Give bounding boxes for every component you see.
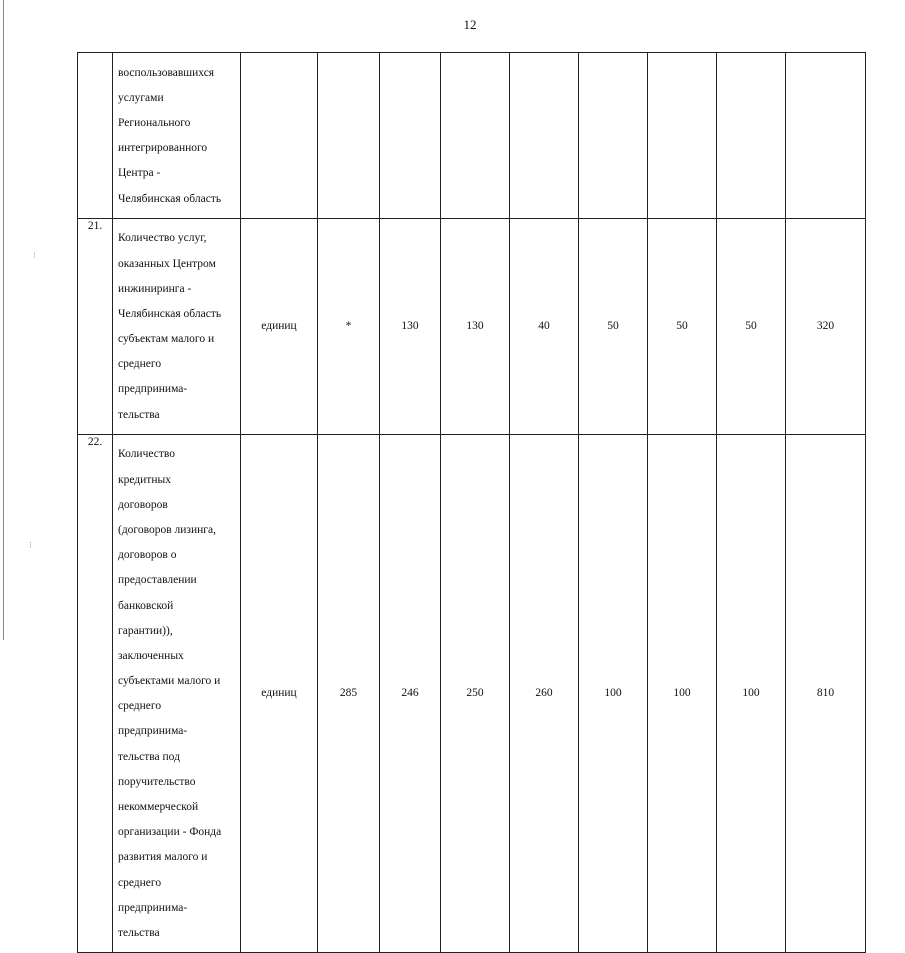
value-cell: 50 [717, 218, 786, 434]
value-cell: 260 [510, 434, 579, 952]
description-line: интегрированного [118, 142, 208, 155]
value-cell: 100 [579, 434, 648, 952]
description-line: договоров о [118, 549, 177, 562]
description-line: субъектами малого и [118, 675, 221, 688]
description-line: договоров [118, 498, 168, 511]
scan-speck: ⁝ [29, 540, 32, 550]
value-cell: * [318, 218, 380, 434]
description-line: среднего [118, 358, 162, 371]
description-line: Челябинская область [118, 192, 222, 205]
description-line: поручительство [118, 775, 196, 788]
value-cell: 100 [648, 434, 717, 952]
value-cell: 246 [380, 434, 441, 952]
description-line: тельства под [118, 750, 180, 763]
row-description [113, 434, 241, 952]
table-row [78, 434, 866, 952]
description-line: тельства [118, 408, 160, 421]
value-cell [717, 53, 786, 219]
description-line: предпринима- [118, 725, 188, 738]
value-cell [579, 53, 648, 219]
value-cell: 810 [786, 434, 866, 952]
row-number: 22. [78, 434, 113, 952]
page-left-edge [3, 0, 4, 640]
unit-cell: единиц [241, 434, 318, 952]
description-line: тельства [118, 926, 160, 939]
value-cell: 130 [441, 218, 510, 434]
description-line: инжиниринга - [118, 282, 192, 295]
value-cell [510, 53, 579, 219]
description-line: заключенных [118, 649, 184, 662]
value-cell: 250 [441, 434, 510, 952]
description-line: Челябинская область [118, 307, 222, 320]
value-cell [648, 53, 717, 219]
row-number [78, 53, 113, 219]
description-line: банковской [118, 599, 174, 612]
value-cell [441, 53, 510, 219]
description-line: предпринима- [118, 383, 188, 396]
description-line: гарантии)), [118, 624, 173, 637]
description-line: услугами [118, 91, 164, 104]
description-line: кредитных [118, 473, 171, 486]
description-line: среднего [118, 700, 162, 713]
value-cell: 320 [786, 218, 866, 434]
row-description [113, 53, 241, 219]
description-line: среднего [118, 876, 162, 889]
value-cell [318, 53, 380, 219]
description-line: предпринима- [118, 901, 188, 914]
page-number: 12 [463, 17, 477, 32]
description-line: Регионального [118, 116, 191, 129]
description-line: организации - Фонда [118, 826, 222, 839]
row-description [113, 218, 241, 434]
value-cell: 285 [318, 434, 380, 952]
value-cell: 130 [380, 218, 441, 434]
table-row [78, 218, 866, 434]
value-cell [380, 53, 441, 219]
description-line: развития малого и [118, 851, 208, 864]
description-line: Количество [118, 448, 175, 461]
description-line: воспользовавшихся [118, 66, 215, 79]
value-cell: 50 [579, 218, 648, 434]
table-row [78, 53, 866, 219]
row-number: 21. [78, 218, 113, 434]
value-cell [786, 53, 866, 219]
scan-speck: ⁝ [33, 250, 36, 260]
unit-cell: единиц [241, 218, 318, 434]
description-line: Количество услуг, [118, 232, 207, 245]
description-line: некоммерческой [118, 801, 199, 814]
value-cell: 100 [717, 434, 786, 952]
description-line: оказанных Центром [118, 257, 216, 270]
value-cell: 40 [510, 218, 579, 434]
unit-cell [241, 53, 318, 219]
description-line: Центра - [118, 167, 161, 180]
description-line: предоставлении [118, 574, 197, 587]
indicators-table [77, 52, 866, 953]
description-line: (договоров лизинга, [118, 523, 216, 536]
value-cell: 50 [648, 218, 717, 434]
description-line: субъектам малого и [118, 333, 215, 346]
